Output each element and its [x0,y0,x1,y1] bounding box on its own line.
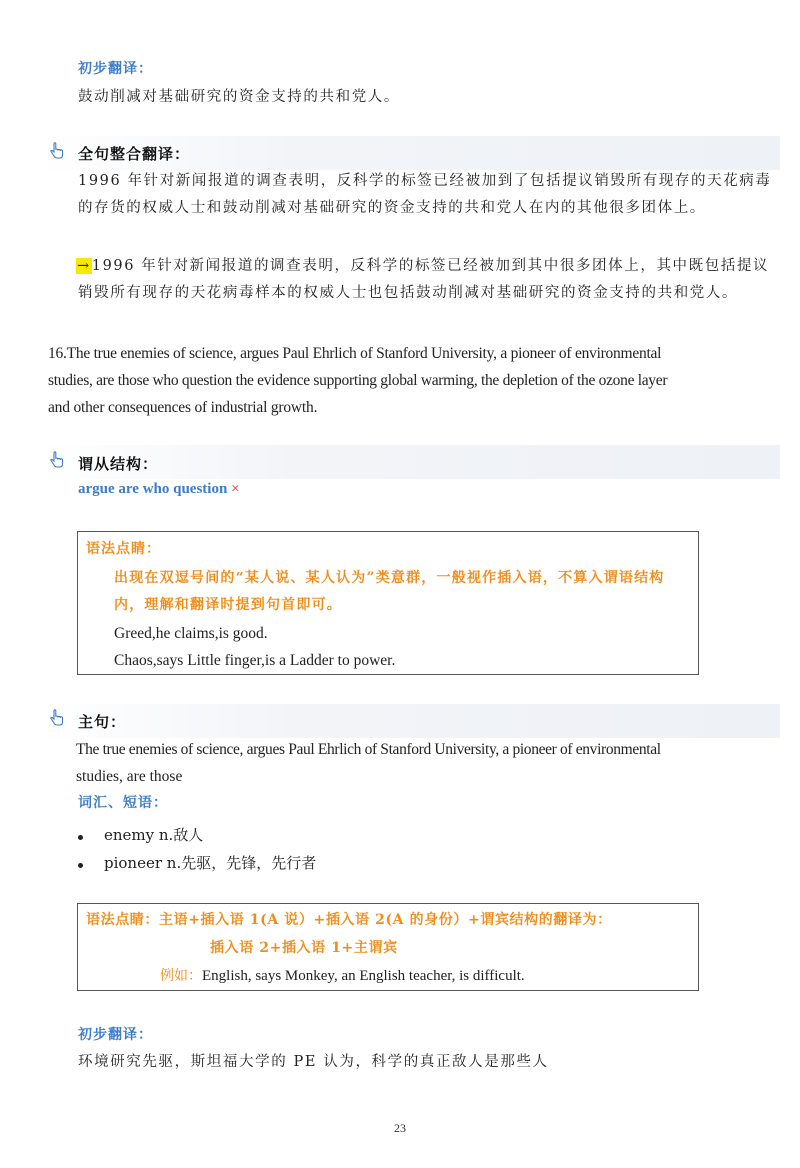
pointing-hand-icon [48,451,66,469]
sentence-line: 16.The true enemies of science, argues Paul Ehrlich of Stanford University, a pioneer of environmental [48,345,662,362]
sentence-line: and other consequences of industrial growth. [48,399,318,416]
pointing-hand-icon [48,142,66,160]
example-label: 例如： [160,968,202,984]
vocab-item: enemy n.敌人 [104,826,204,844]
section-heading: 谓从结构： [78,455,159,473]
wrong-mark: × [231,481,240,497]
pointing-hand-icon [48,709,66,727]
main-clause-line: The true enemies of science, argues Paul Ehrlich of Stanford University, a pioneer of environmental [76,741,661,758]
heading-band [40,704,780,738]
paragraph-line: →1996 年针对新闻报道的调查表明，反科学的标签已经被加到其中很多团体上，其中既包括提议 [77,258,770,274]
vocab-label: 词汇、短语： [78,795,168,811]
sentence-line: studies, are those who question the evidence supporting global warming, the depletion of the ozone layer [48,372,668,389]
grammar-note-line: 语法点睛：主语+插入语 1(A 说）+插入语 2(A 的身份）+谓宾结构的翻译为： [86,912,612,928]
bullet [78,863,83,868]
arrow-highlight: → [77,258,91,274]
translation-label: 初步翻译： [78,1027,153,1043]
translation-label: 初步翻译： [78,61,153,77]
paragraph-line: 的存货的权威人士和鼓动削减对基础研究的资金支持的共和党人在内的其他很多团体上。 [78,200,706,216]
translation-text: 鼓动削减对基础研究的资金支持的共和党人。 [78,89,400,105]
grammar-example: 例如：English, says Monkey, an English teacher, is difficult. [160,968,525,984]
example-sentence: Greed,he claims,is good. [114,625,268,642]
grammar-note-line: 插入语 2+插入语 1+主谓宾 [210,940,398,956]
paragraph-line: 销毁所有现存的天花病毒样本的权威人士也包括鼓动削减对基础研究的资金支持的共和党人。 [78,285,739,301]
section-heading: 主句： [78,713,127,731]
vocab-item: pioneer n.先驱，先锋，先行者 [104,854,317,872]
predicate-structure: argue are who question × [78,481,240,497]
grammar-note-line: 内，理解和翻译时提到句首即可。 [114,597,342,613]
grammar-note-title: 语法点睛： [86,541,161,557]
main-clause-line: studies, are those [76,768,183,785]
paragraph-line: 1996 年针对新闻报道的调查表明，反科学的标签已经被加到了包括提议销毁所有现存的天花病毒 [78,173,772,189]
example-sentence: Chaos,says Little finger,is a Ladder to power. [114,652,396,669]
grammar-note-line: 出现在双逗号间的“某人说、某人认为”类意群，一般视作插入语，不算入谓语结构 [114,570,665,586]
translation-text: 环境研究先驱，斯坦福大学的 PE 认为，科学的真正敌人是那些人 [78,1054,549,1070]
page-number: 23 [394,1121,406,1135]
bullet [78,835,83,840]
section-heading: 全句整合翻译： [78,145,191,163]
